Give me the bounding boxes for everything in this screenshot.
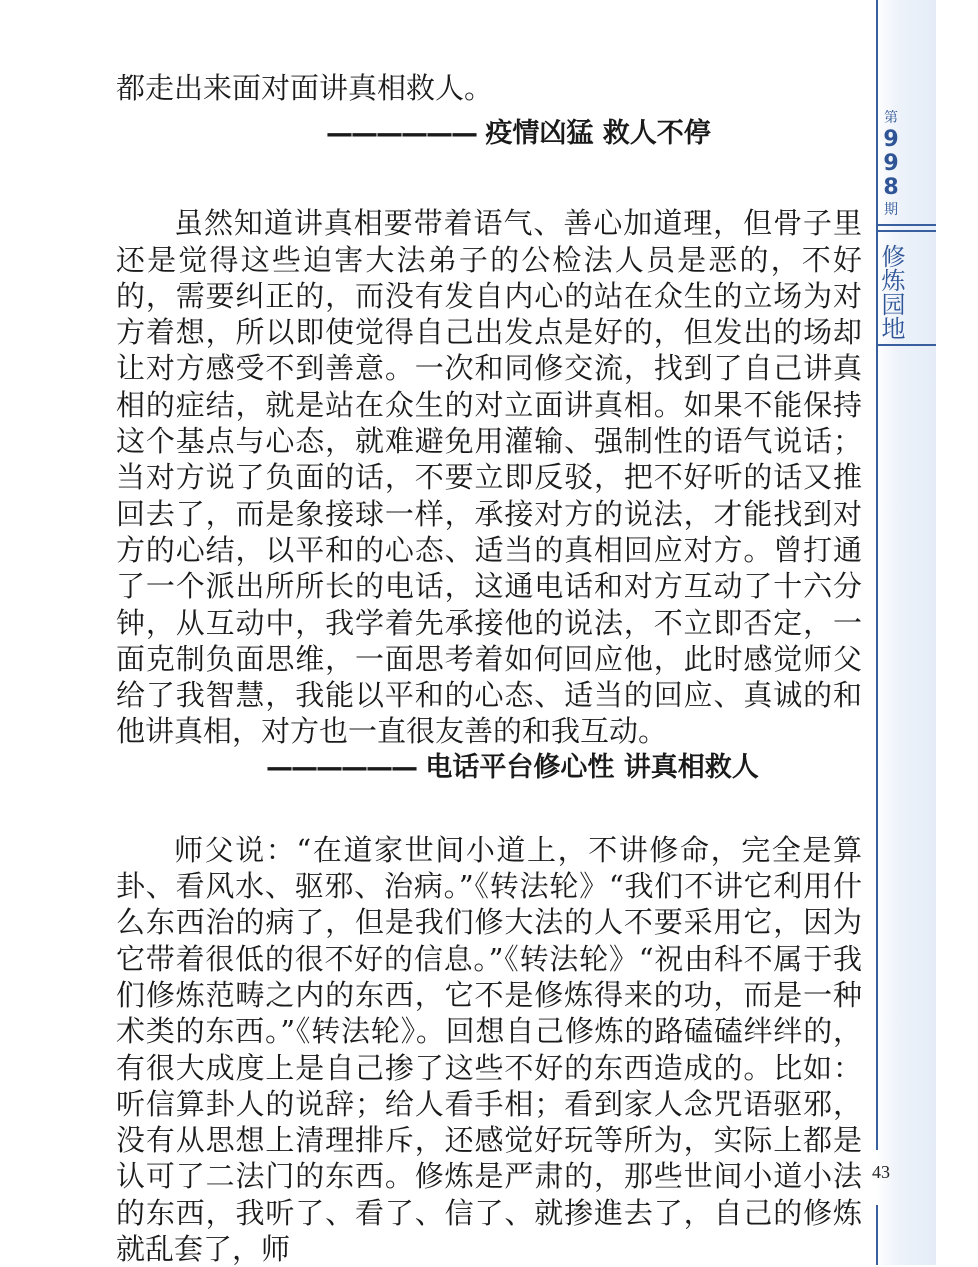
issue-digit: 9 [883, 151, 899, 176]
body-paragraph: 师父说：“在道家世间小道上，不讲修命，完全是算卦、看风水、驱邪、治病。”《转法轮》“我们不讲它利用什么东西治的病了，但是我们修大法的人不要采用它，因为它带着很低的很不好的信息。”《转法轮》“祝由科不属于我们修炼范畴之内的东西，它不是修炼得来的功，而是一种术类的东西。”《转法轮》。回想自己修炼的路磕磕绊绊的，有很大成度上是自己掺了这些不好的东西造成的。比如：听信算卦人的说辞；给人看手相；看到家人念咒语驱邪，没有从思想上清理排斥，还感觉好玩等所为，实际上都是认可了二法门的东西。修炼是严肃的，那些世间小道小法的东西，我听了、看了、信了、就掺進去了，自己的修炼就乱套了，师 [116, 832, 862, 1267]
page-number: 43 [872, 1162, 890, 1182]
issue-digit: 8 [883, 175, 899, 200]
issue-prefix: 第 [884, 110, 898, 126]
heading-title: 疫情凶猛 救人不停 [485, 118, 711, 150]
section-heading [116, 750, 862, 786]
sidebar-border-line-lower [876, 1205, 878, 1265]
article-body [116, 70, 862, 1267]
heading-title: 电话平台修心性 讲真相救人 [425, 751, 759, 783]
spacer [116, 152, 862, 205]
sidebar-divider-top [878, 224, 936, 226]
body-paragraph: 虽然知道讲真相要带着语气、善心加道理，但骨子里还是觉得这些迫害大法弟子的公检法人员是恶的，不好的，需要纠正的，而没有发自内心的站在众生的立场为对方着想，所以即使觉得自己出发点是好的，但发出的场却让对方感受不到善意。一次和同修交流，找到了自己讲真相的症结，就是站在众生的对立面讲真相。如果不能保持这个基点与心态，就难避免用灌输、强制性的语气说话；当对方说了负面的话，不要立即反驳，把不好听的话又推回去了，而是象接球一样，承接对方的说法，才能找到对方的心结，以平和的心态、适当的真相回应对方。曾打通了一个派出所所长的电话，这通电话和对方互动了十六分钟，从互动中，我学着先承接他的说法，不立即否定，一面克制负面思维，一面思考着如何回应他，此时感觉师父给了我智慧，我能以平和的心态、适当的回应、真诚的和他讲真相，对方也一直很友善的和我互动。 [116, 206, 862, 749]
issue-suffix: 期 [884, 202, 898, 218]
sidebar-divider-bottom [878, 344, 936, 346]
spacer [116, 786, 862, 832]
heading-dash: —————— [266, 751, 416, 783]
intro-line: 都走出来面对面讲真相救人。 [116, 71, 494, 105]
heading-dash: —————— [326, 118, 476, 150]
issue-digit: 9 [883, 127, 899, 152]
section-title: 修炼园地 [877, 244, 905, 340]
issue-number [878, 108, 904, 220]
section-heading [116, 116, 862, 152]
sidebar-divider-top-inner [878, 230, 936, 232]
